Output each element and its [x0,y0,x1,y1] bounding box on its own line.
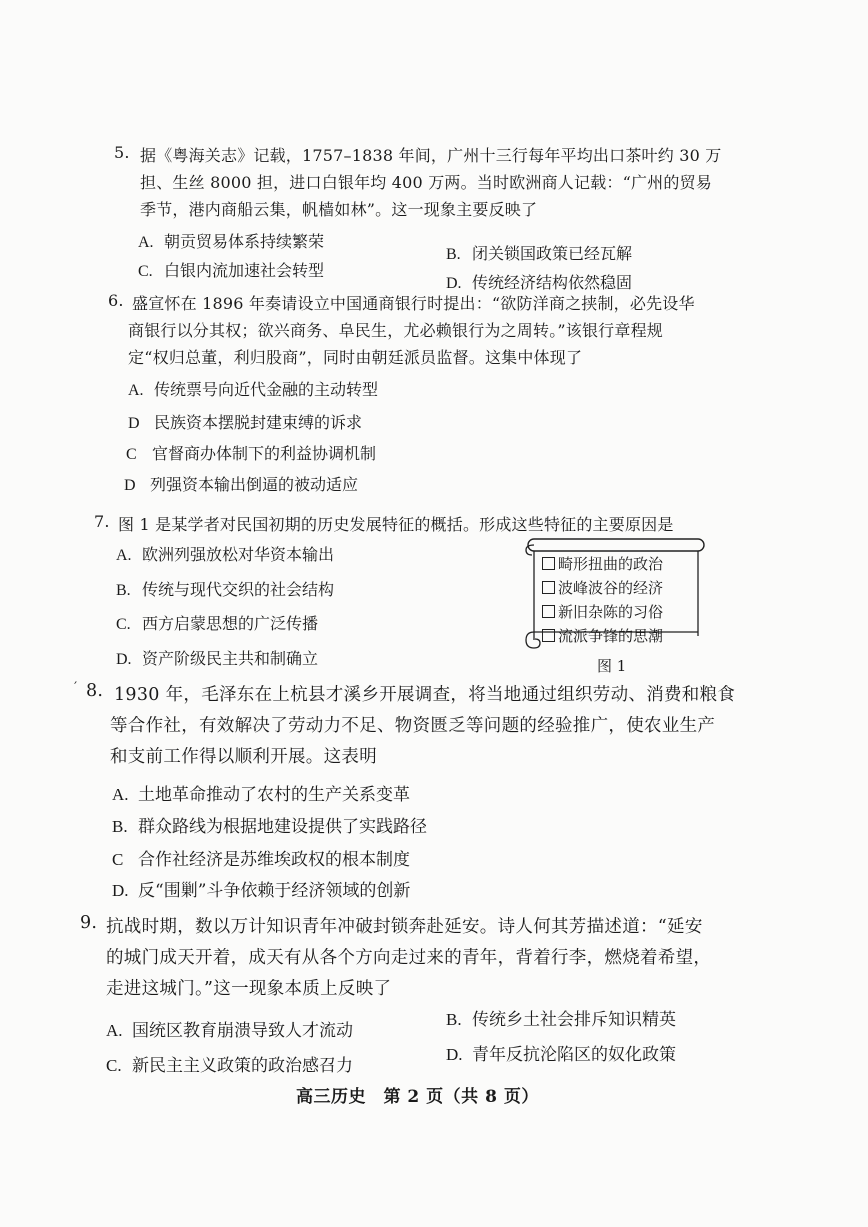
checkbox-icon [542,557,555,570]
figure-item-customs: 新旧杂陈的习俗 [542,601,663,622]
q9-option-b: B. 传统乡土社会排斥知识精英 [446,1010,676,1030]
q8-option-b: B. 群众路线为根据地建设提供了实践路径 [112,817,427,837]
checkbox-icon [542,605,555,618]
q6-option-a: A. 传统票号向近代金融的主动转型 [128,380,379,399]
figure-1-scroll [520,536,706,650]
q8-option-d: D. 反“围剿”斗争依赖于经济领域的创新 [112,881,411,901]
q8-stem-line-1: 1930 年，毛泽东在上杭县才溪乡开展调查，将当地通过组织劳动、消费和粮食 [114,685,736,705]
checkbox-icon [542,581,555,594]
q9-stem-line-2: 的城门成天开着，成天有从各个方向走过来的青年，背着行李，燃烧着希望， [106,948,712,968]
q7-option-c: C. 西方启蒙思想的广泛传播 [116,614,319,633]
q6-option-c: C 官督商办体制下的利益协调机制 [126,444,377,463]
q7-stem: 图 1 是某学者对民国初期的历史发展特征的概括。形成这些特征的主要原因是 [118,515,674,534]
q6-number: 6. [108,291,124,310]
q5-option-b: B. 闭关锁国政策已经瓦解 [446,244,633,263]
q8-stem-line-2: 等合作社，有效解决了劳动力不足、物资匮乏等问题的经验推广，使农业生产 [110,716,716,736]
q6-stem-line-2: 商银行以分其权；欲兴商务、阜民生，尤必赖银行为之周转。”该银行章程规 [128,321,663,340]
figure-item-thought: 流派争锋的思潮 [542,625,663,646]
q8-option-a: A. 土地革命推动了农村的生产关系变革 [112,785,410,805]
q7-option-a: A. 欧洲列强放松对华资本输出 [116,545,335,564]
q5-number: 5. [114,143,130,162]
q6-option-b: D 民族资本摆脱封建束缚的诉求 [128,413,363,432]
q7-option-b: B. 传统与现代交织的社会结构 [116,580,335,599]
figure-item-politics: 畸形扭曲的政治 [542,553,663,574]
q8-option-c: C 合作社经济是苏维埃政权的根本制度 [112,850,410,870]
margin-mark: ′ [74,680,78,696]
q5-option-a: A. 朝贡贸易体系持续繁荣 [138,232,325,251]
checkbox-icon [542,629,555,642]
q5-stem-line-3: 季节，港内商船云集，帆樯如林”。这一现象主要反映了 [140,200,538,219]
q6-stem-line-3: 定“权归总董，利归股商”，同时由朝廷派员监督。这集中体现了 [128,348,583,367]
q6-stem-line-1: 盛宣怀在 1896 年奏请设立中国通商银行时提出：“欲防洋商之挟制，必先设华 [132,294,695,313]
q9-stem-line-3: 走进这城门。”这一现象本质上反映了 [106,979,392,999]
q5-stem-line-2: 担、生丝 8000 担，进口白银年均 400 万两。当时欧洲商人记载：“广州的贸易 [140,173,712,192]
q6-option-d: D 列强资本输出倒逼的被动适应 [124,475,359,494]
q8-stem-line-3: 和支前工作得以顺利开展。这表明 [110,747,377,767]
q9-number: 9. [80,913,98,933]
page-footer: 高三历史 第 2 页（共 8 页） [296,1087,539,1107]
q5-option-c: C. 白银内流加速社会转型 [138,261,325,280]
q8-number: 8. [86,681,104,701]
figure-1-caption: 图 1 [597,657,627,675]
q7-number: 7. [94,512,110,531]
q9-stem-line-1: 抗战时期，数以万计知识青年冲破封锁奔赴延安。诗人何其芳描述道：“延安 [106,917,703,937]
q9-option-c: C. 新民主主义政策的政治感召力 [106,1056,353,1076]
q5-option-d: D. 传统经济结构依然稳固 [446,273,633,292]
q7-option-d: D. 资产阶级民主共和制确立 [116,649,319,668]
q5-stem-line-1: 据《粤海关志》记载，1757–1838 年间，广州十三行每年平均出口茶叶约 30 万 [140,146,722,165]
q9-option-a: A. 国统区教育崩溃导致人才流动 [106,1021,353,1041]
figure-item-economy: 波峰波谷的经济 [542,577,663,598]
q9-option-d: D. 青年反抗沦陷区的奴化政策 [446,1045,676,1065]
